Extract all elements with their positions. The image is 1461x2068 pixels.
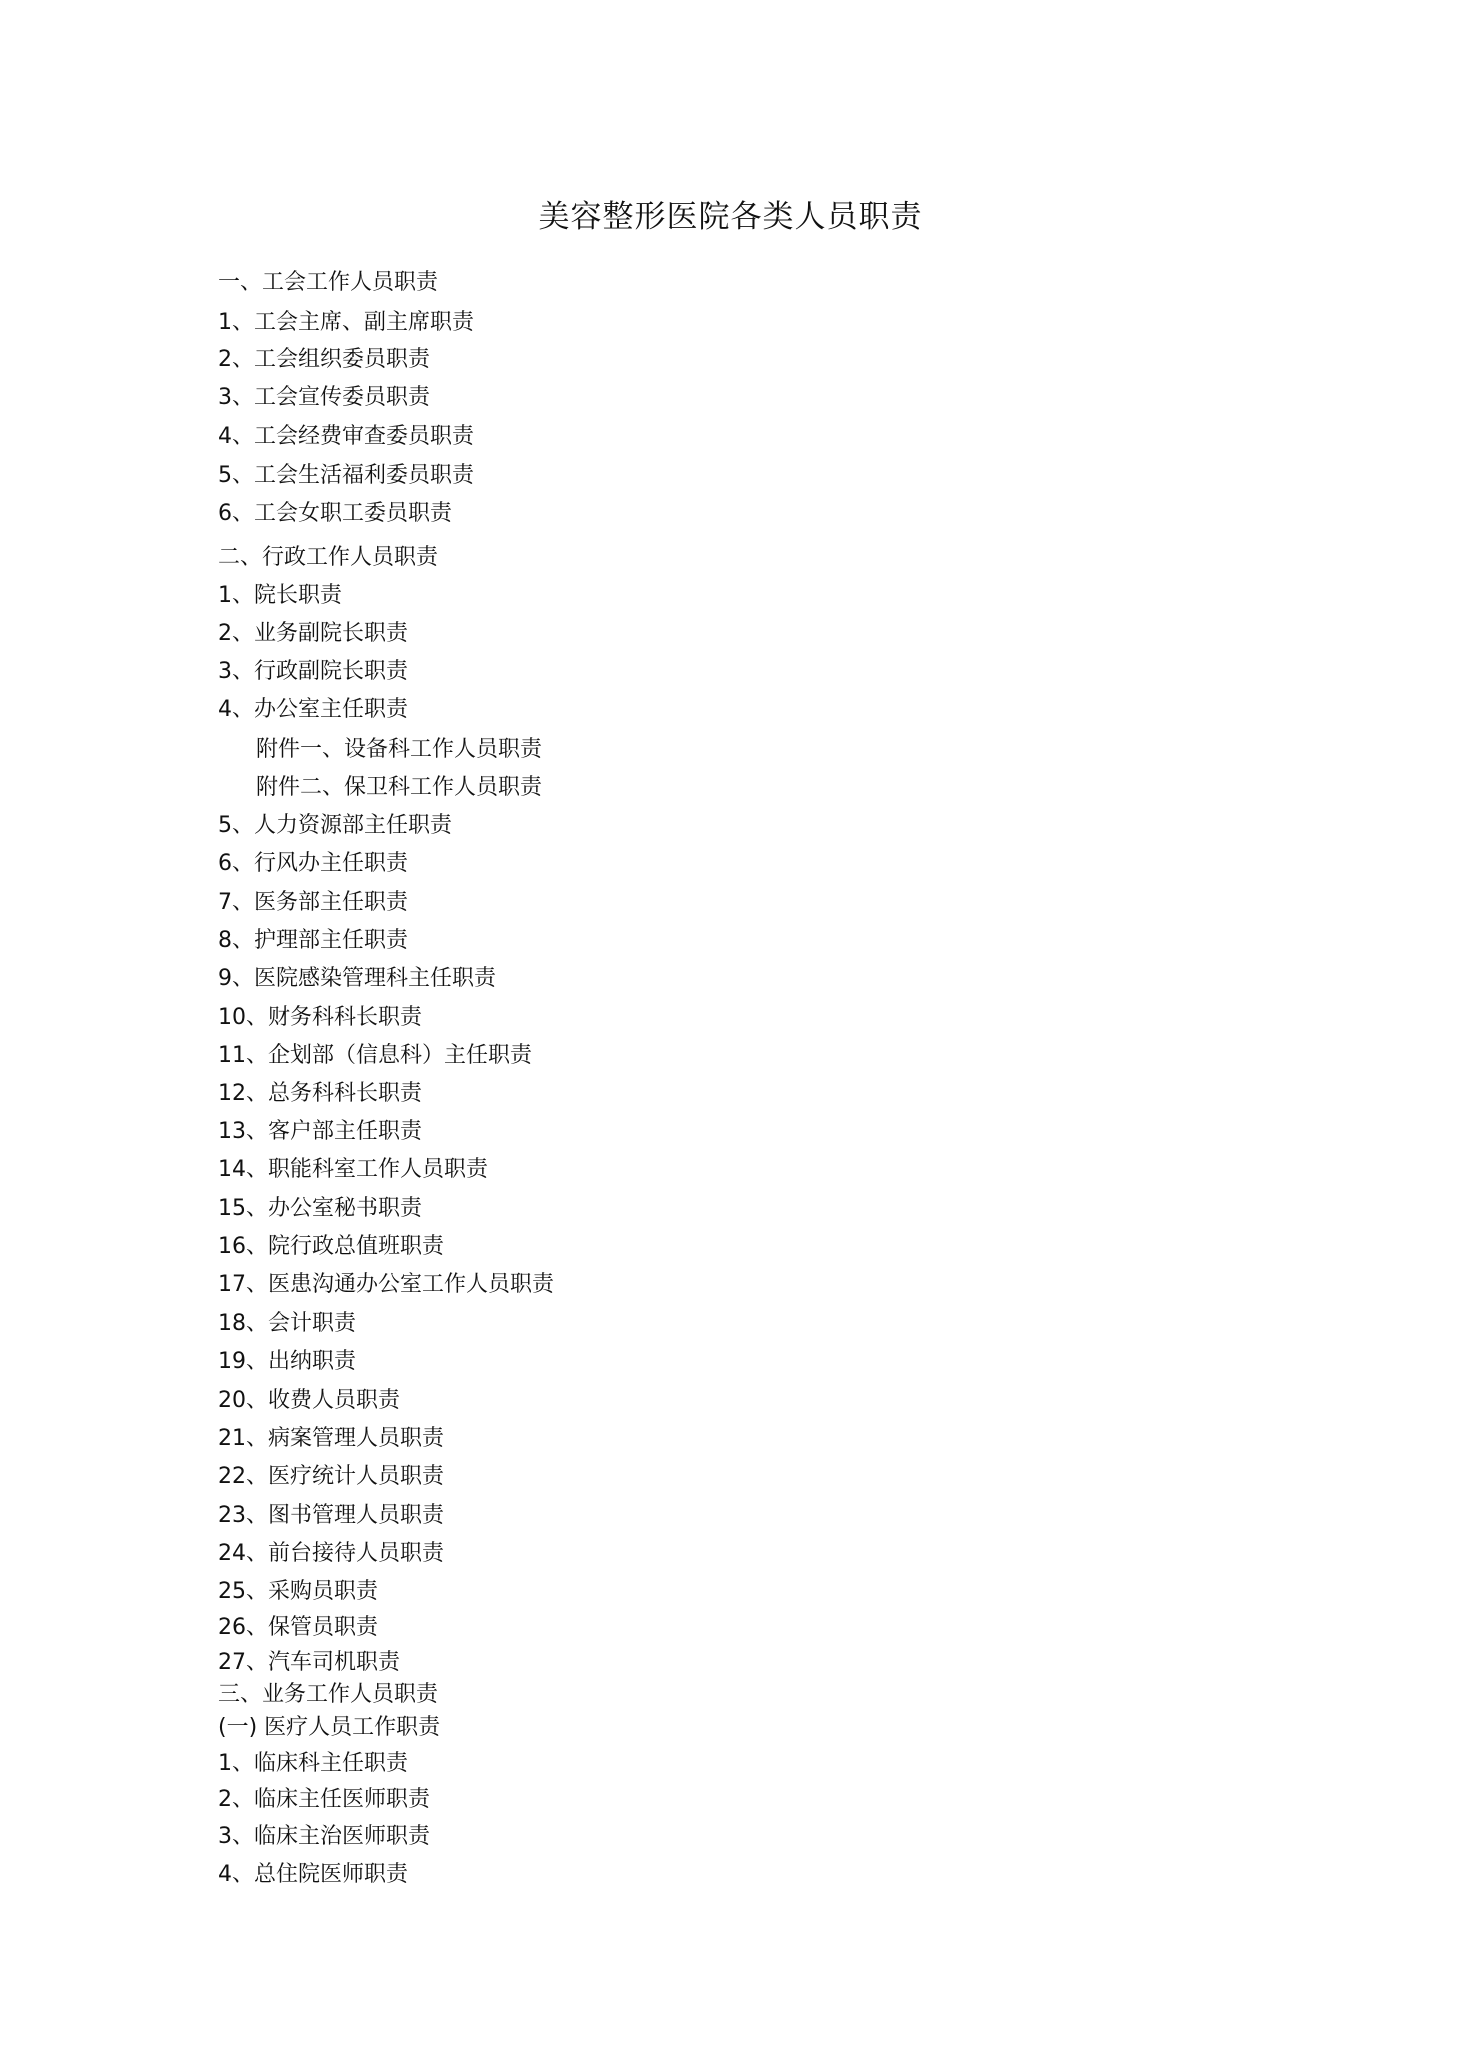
- toc-item: 8、护理部主任职责: [218, 928, 408, 953]
- toc-item: 25、采购员职责: [218, 1579, 378, 1604]
- toc-item: 4、办公室主任职责: [218, 697, 408, 722]
- toc-item: 一、工会工作人员职责: [218, 270, 439, 295]
- toc-item: 5、人力资源部主任职责: [218, 813, 452, 838]
- toc-item: 24、前台接待人员职责: [218, 1541, 444, 1566]
- toc-item: 7、医务部主任职责: [218, 890, 408, 915]
- toc-item: 2、临床主任医师职责: [218, 1787, 430, 1812]
- toc-item: 26、保管员职责: [218, 1615, 378, 1640]
- toc-item: 6、行风办主任职责: [218, 851, 408, 876]
- toc-item: (一) 医疗人员工作职责: [218, 1715, 441, 1740]
- toc-item: 12、总务科科长职责: [218, 1081, 422, 1106]
- toc-item: 1、院长职责: [218, 583, 342, 608]
- toc-item: 1、临床科主任职责: [218, 1751, 408, 1776]
- toc-item: 11、企划部（信息科）主任职责: [218, 1043, 532, 1068]
- toc-item: 10、财务科科长职责: [218, 1005, 422, 1030]
- page-title: 美容整形医院各类人员职责: [538, 199, 923, 235]
- toc-item: 21、病案管理人员职责: [218, 1426, 444, 1451]
- toc-item: 23、图书管理人员职责: [218, 1503, 444, 1528]
- toc-item: 3、行政副院长职责: [218, 659, 408, 684]
- toc-item: 9、医院感染管理科主任职责: [218, 966, 496, 991]
- toc-item: 20、收费人员职责: [218, 1388, 400, 1413]
- toc-item: 18、会计职责: [218, 1311, 356, 1336]
- toc-item: 4、工会经费审查委员职责: [218, 424, 474, 449]
- toc-item: 27、汽车司机职责: [218, 1650, 400, 1675]
- toc-item: 17、医患沟通办公室工作人员职责: [218, 1272, 554, 1297]
- toc-item: 13、客户部主任职责: [218, 1119, 422, 1144]
- toc-item: 6、工会女职工委员职责: [218, 501, 452, 526]
- toc-item: 1、工会主席、副主席职责: [218, 310, 474, 335]
- toc-item: 15、办公室秘书职责: [218, 1196, 422, 1221]
- toc-item: 三、业务工作人员职责: [218, 1682, 439, 1707]
- toc-item: 3、工会宣传委员职责: [218, 385, 430, 410]
- toc-item: 14、职能科室工作人员职责: [218, 1157, 488, 1182]
- toc-item: 2、工会组织委员职责: [218, 347, 430, 372]
- toc-item: 3、临床主治医师职责: [218, 1824, 430, 1849]
- toc-item: 2、业务副院长职责: [218, 621, 408, 646]
- toc-item: 二、行政工作人员职责: [218, 545, 439, 570]
- toc-sub-item: 附件一、设备科工作人员职责: [256, 737, 543, 762]
- toc-item: 4、总住院医师职责: [218, 1862, 408, 1887]
- toc-item: 16、院行政总值班职责: [218, 1234, 444, 1259]
- toc-item: 19、出纳职责: [218, 1349, 356, 1374]
- toc-sub-item: 附件二、保卫科工作人员职责: [256, 775, 543, 800]
- toc-item: 5、工会生活福利委员职责: [218, 463, 474, 488]
- toc-item: 22、医疗统计人员职责: [218, 1464, 444, 1489]
